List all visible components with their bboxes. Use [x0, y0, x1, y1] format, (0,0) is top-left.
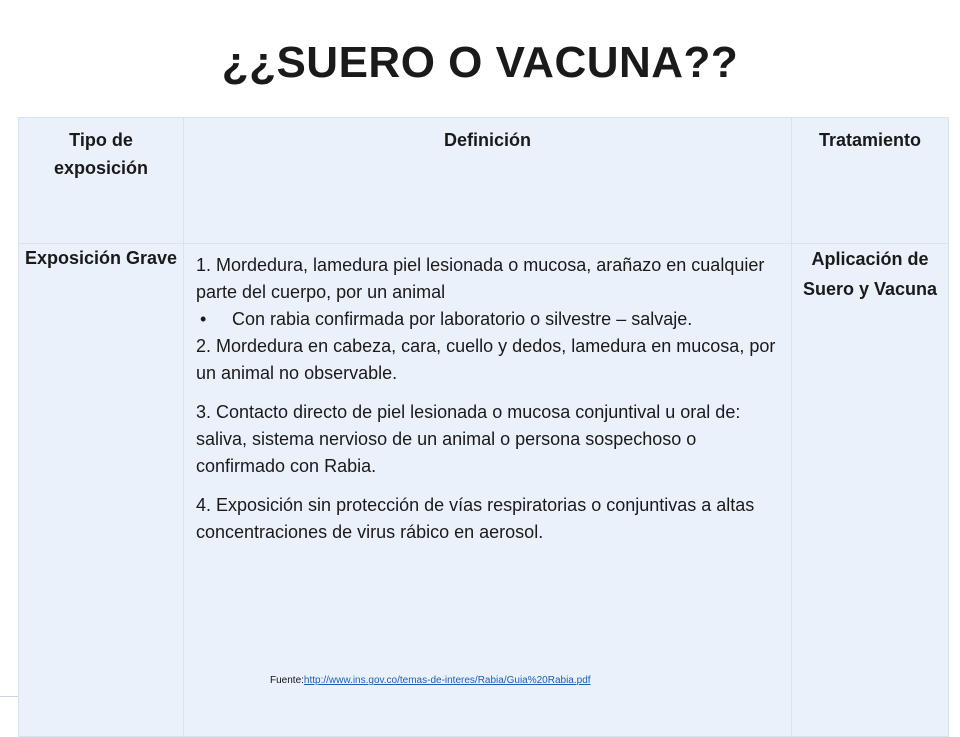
- header-tratamiento: Tratamiento: [792, 118, 949, 244]
- table-row: [19, 244, 949, 737]
- definition-bullet: [196, 306, 785, 333]
- definition-item-4: 4. Exposición sin protección de vías respiratorias o conjuntivas a altas concentraciones de virus rábico en aerosol.: [196, 495, 755, 542]
- exposure-table: [18, 117, 949, 737]
- exposure-category: Exposición Grave: [19, 244, 184, 737]
- definition-bullet-text: Con rabia confirmada por laboratorio o silvestre – salvaje.: [232, 309, 693, 329]
- source-label: Fuente:: [270, 675, 304, 686]
- divider: [0, 696, 18, 697]
- definition-item-1: 1. Mordedura, lamedura piel lesionada o mucosa, arañazo en cualquier parte del cuerpo, por un animal: [196, 255, 765, 302]
- header-definicion: Definición: [184, 118, 792, 244]
- definition-item-3: 3. Contacto directo de piel lesionada o mucosa conjuntival u oral de: saliva, sistema nervioso de un animal o persona sospechoso o confirmado con Rabia.: [196, 402, 741, 476]
- header-tipo-exposicion: Tipo de exposición: [19, 118, 184, 244]
- bullet-icon: •: [200, 309, 207, 329]
- table-header-row: [19, 118, 949, 244]
- definition-bullet-list: [196, 306, 785, 333]
- definition-item-2: 2. Mordedura en cabeza, cara, cuello y dedos, lamedura en mucosa, por un animal no observable.: [196, 336, 776, 383]
- definition-cell: [184, 244, 792, 737]
- treatment-cell: Aplicación de Suero y Vacuna: [792, 244, 949, 737]
- source-link[interactable]: http://www.ins.gov.co/temas-de-interes/Rabia/Guia%20Rabia.pdf: [303, 675, 591, 686]
- page-title: ¿¿SUERO O VACUNA??: [221, 38, 739, 87]
- source-citation: [270, 675, 591, 686]
